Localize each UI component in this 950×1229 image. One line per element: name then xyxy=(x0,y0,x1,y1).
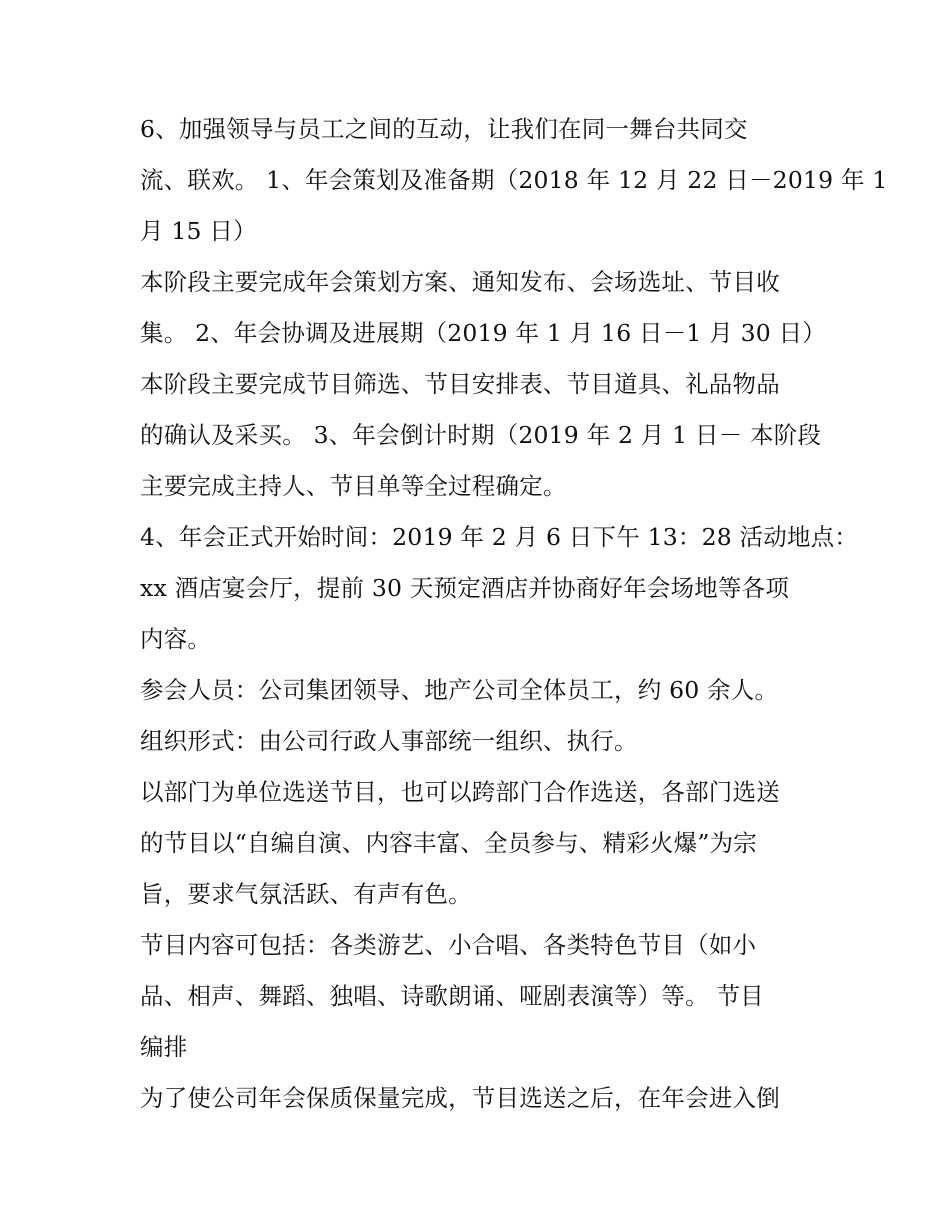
text-line: 以部门为单位选送节目，也可以跨部门合作选送，各部门选送 xyxy=(140,778,780,806)
text-line: 本阶段主要完成年会策划方案、通知发布、会场选址、节目收 xyxy=(140,268,780,296)
text-line: 的节目以“自编自演、内容丰富、全员参与、精彩火爆”为宗 xyxy=(140,829,757,857)
text-line: xx 酒店宴会厅，提前 30 天预定酒店并协商好年会场地等各项 xyxy=(140,574,790,602)
text-line: 本阶段主要完成节目筛选、节目安排表、节目道具、礼品物品 xyxy=(140,370,780,398)
text-line: 编排 xyxy=(140,1033,188,1061)
text-line: 主要完成主持人、节目单等全过程确定。 xyxy=(140,472,567,500)
text-line: 月 15 日） xyxy=(140,217,257,245)
text-line: 6、加强领导与员工之间的互动，让我们在同一舞台共同交 xyxy=(140,115,748,143)
text-line: 的确认及采买。 3、年会倒计时期（2019 年 2 月 1 日－ 本阶段 xyxy=(140,421,822,449)
text-line: 集。 2、年会协调及进展期（2019 年 1 月 16 日－1 月 30 日） xyxy=(140,319,826,347)
text-line: 内容。 xyxy=(140,625,212,653)
text-line: 旨，要求气氛活跃、有声有色。 xyxy=(140,880,472,908)
text-line: 4、年会正式开始时间：2019 年 2 月 6 日下午 13：28 活动地点： xyxy=(140,523,859,551)
text-line: 参会人员：公司集团领导、地产公司全体员工，约 60 余人。 xyxy=(140,676,779,704)
document-body xyxy=(140,108,888,1128)
text-line: 品、相声、舞蹈、独唱、诗歌朗诵、哑剧表演等）等。 节目 xyxy=(140,982,764,1010)
text-line: 流、联欢。 1、年会策划及准备期（2018 年 12 月 22 日－2019 年 1 xyxy=(140,166,888,194)
text-line: 为了使公司年会保质保量完成，节目选送之后，在年会进入倒 xyxy=(140,1084,780,1112)
text-line: 组织形式：由公司行政人事部统一组织、执行。 xyxy=(140,727,638,755)
text-line: 节目内容可包括：各类游艺、小合唱、各类特色节目（如小 xyxy=(140,931,757,959)
